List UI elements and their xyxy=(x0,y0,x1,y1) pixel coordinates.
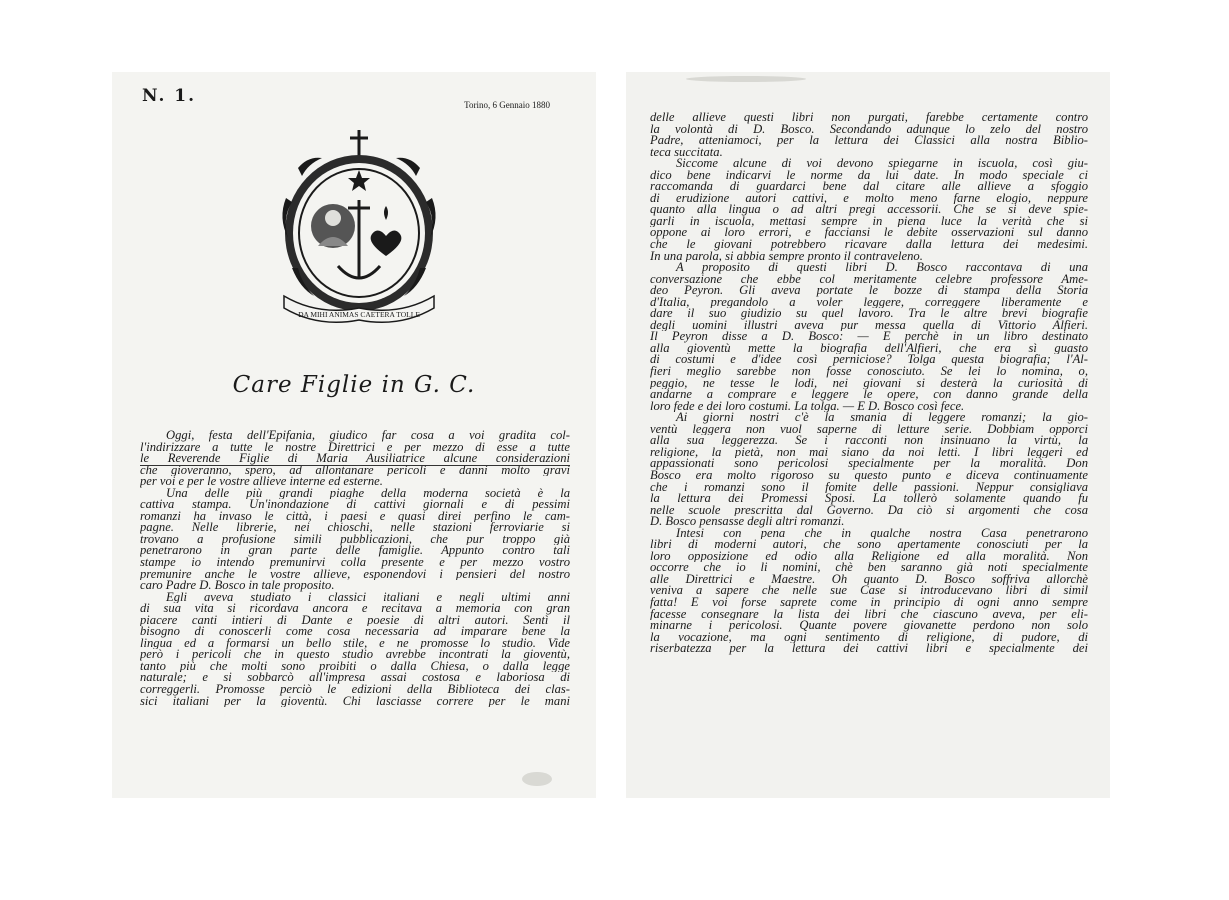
text-line: raccomanda di guardarci bene dal citare alle allieve a sfoggio xyxy=(650,181,1088,193)
text-line: penetrarono in gran parte delle famiglie. Appunto contro tali xyxy=(140,545,570,558)
left-body-text xyxy=(140,430,570,707)
text-line: fieri meglio sarebbe non fosse conosciuto. Se lei lo nomina, o, xyxy=(650,366,1088,378)
text-line: sici italiani per la gioventù. Chi lasciasse correre per le mani xyxy=(140,695,570,708)
salutation: Care Figlie in G. C. xyxy=(232,372,476,398)
text-line: Il Peyron disse a D. Bosco: — E perchè in un libro destinato xyxy=(650,331,1088,343)
text-line: trovano a profusione simili pubblicazioni, che pur troppo già xyxy=(140,533,570,546)
text-line: pagne. Nelle librerie, nei chioschi, nelle stazioni ferroviarie si xyxy=(140,522,570,534)
left-page xyxy=(112,72,596,798)
right-body-text xyxy=(650,112,1088,655)
text-line: loro opposizione ed odio alla Religione ed alla moralità. Non xyxy=(650,550,1088,563)
text-line: Siccome alcune di voi devono spiegarne in iscuola, così giu- xyxy=(676,158,1088,170)
text-line: Oggi, festa dell'Epifania, giudico far cosa a voi gradita col- xyxy=(166,430,570,442)
text-line: veniva a sapere che nelle sue Case si introducevano libri di simil xyxy=(650,585,1088,597)
text-line: fatta! E voi forse saprete come in principio di ogni anno sempre xyxy=(650,596,1088,609)
text-line: naturale; e si sobbarcò all'impresa assai costosa e laboriosa di xyxy=(140,672,570,685)
text-line: bisogno di conoscerli come cosa necessaria ad imparare bene la xyxy=(140,626,570,638)
text-line: alle Direttrici e Maestre. Oh quanto D. Bosco soffriva allorchè xyxy=(650,573,1088,586)
right-page xyxy=(626,72,1110,798)
text-line: A proposito di questi libri D. Bosco raccontava di una xyxy=(676,262,1088,274)
text-line: dico bene indicarvi le norme da lui date. In modo speciale ci xyxy=(650,169,1088,182)
text-line: loro fede e dei loro costumi. La tolga. — E D. Bosco così fece. xyxy=(650,400,965,413)
text-line: deo Peyron. Gli aveva portate le bozze di stampa della Storia xyxy=(650,285,1088,297)
text-line: l'indirizzare a tutte le nostre Direttrici e per mezzo di esse a tutte xyxy=(140,441,570,454)
text-line: alla gioventù mette la biografia dell'Alfieri, che era sì guasto xyxy=(650,342,1088,355)
text-line: le Reverende Figlie di Maria Ausiliatrice alcune considerazioni xyxy=(140,453,570,465)
text-line: stampe io intendo premunirvi colla presente e per mezzo vostro xyxy=(140,557,570,569)
text-line: appassionati sono pericolosi specialmente per la moralità. Don xyxy=(650,458,1088,470)
text-line: nelle scuole prescritta dal Governo. Da ciò si argomenti che cosa xyxy=(650,504,1088,517)
text-line: ventù leggera non vuol saperne di letture serie. Dobbiam opporci xyxy=(650,423,1088,436)
text-line: minarne i pericolosi. Quante povere giovanette perdono non solo xyxy=(650,620,1088,632)
text-line: romanzi ha invaso le città, i paesi e quasi direi perfino le cam- xyxy=(140,510,570,523)
text-line: di costumi e d'idee così perniciose? Tolga questa biografia; l'Al- xyxy=(650,354,1088,367)
text-line: però i pericoli che in questo studio avrebbe incontrati la gioventù, xyxy=(140,649,570,661)
date-line: Torino, 6 Gennaio 1880 xyxy=(464,100,550,110)
text-line: conversazione che ebbe col meritamente celebre professore Ame- xyxy=(650,273,1088,286)
text-line: D. Bosco pensasse degli altri romanzi. xyxy=(650,516,845,528)
text-line: che i romanzi sono il fomite delle passioni. Neppur consigliava xyxy=(650,481,1088,494)
text-line: alla sua leggerezza. Se i racconti non insinuano la virtù, la xyxy=(650,435,1088,447)
text-line: correggerli. Promosse perciò le edizioni della Biblioteca dei clas- xyxy=(140,684,570,696)
text-line: che gioveranno, spero, ad allontanare pericoli e danni molto gravi xyxy=(140,464,570,477)
text-line: riserbatezza per la lettura dei cattivi libri e specialmente dei xyxy=(650,643,1088,655)
text-line: facesse consegnare la lista dei libri che ciascuno aveva, per eli- xyxy=(650,608,1088,621)
text-line: Egli aveva studiato i classici italiani e negli ultimi anni xyxy=(166,591,570,604)
text-line: di sua vita si ricordava ancora e recitava a memoria con gran xyxy=(140,603,570,615)
paper-stain xyxy=(686,76,806,82)
text-line: tanto più che molti sono proibiti o dalla Chiesa, o dalla legge xyxy=(140,660,570,673)
text-line: lingua ed a formarsi un bello stile, e ne promosse lo studio. Vide xyxy=(140,637,570,650)
text-line: d'Italia, pregandolo a voler leggere, correggere liberamente e xyxy=(650,296,1088,309)
text-line: In una parola, si abbia sempre pronto il contraveleno. xyxy=(650,250,923,263)
text-line: di erudizione autori cattivi, e molto meno farne elogio, neppure xyxy=(650,192,1088,205)
text-line: religione, la pietà, non mai siano da noi letti. I libri leggeri ed xyxy=(650,446,1088,459)
text-line: teca succitata. xyxy=(650,146,723,159)
text-line: quanto alla lingua o ad altri pregi accessorii. Che se si deve spie- xyxy=(650,204,1088,216)
text-line: Bosco era molto rigoroso su questo punto e diceva continuamente xyxy=(650,469,1088,482)
text-line: andarne a comprare e leggere le opere, con danno grande della xyxy=(650,389,1088,401)
text-line: delle allieve questi libri non purgati, farebbe certamente contro xyxy=(650,112,1088,124)
emblem-motto: DA MIHI ANIMAS CAETERA TOLLE xyxy=(298,310,420,319)
text-line: per voi e per le vostre allieve interne ed esterne. xyxy=(140,476,383,488)
underline-rule xyxy=(140,465,570,466)
cross-icon xyxy=(350,130,368,158)
text-line: peggio, ne tesse le lodi, nei giovani si desterà la curiosità di xyxy=(650,377,1088,390)
text-line: oppone ai loro errori, e facciansi le debite osservazioni sul danno xyxy=(650,227,1088,240)
text-line: Padre, atteniamoci, per la lettura dei Classici alla nostra Biblio- xyxy=(650,135,1088,147)
issue-number: N. 1. xyxy=(142,86,197,106)
text-line: garli in iscuola, mettasi sempre in piena luce la verità che si xyxy=(650,215,1088,228)
text-line: la volontà di D. Bosco. Secondando adunque lo zelo del nostro xyxy=(650,123,1088,136)
text-line: piacere canti intieri di Dante e poesie di altri autori. Sentì il xyxy=(140,614,570,627)
text-line: degli uomini illustri aveva pur messa quella di Vittorio Alfieri. xyxy=(650,319,1088,332)
text-line: Ai giorni nostri c'è la smania di leggere romanzi; la gio- xyxy=(676,412,1088,424)
text-line: Intesi con pena che in qualche nostra Casa penetrarono xyxy=(676,527,1088,540)
salesian-emblem xyxy=(278,128,440,332)
text-line: occorre che io li nomini, chè ben saranno già noti specialmente xyxy=(650,562,1088,574)
text-line: libri di moderni autori, che sono apertamente conosciuti per la xyxy=(650,539,1088,551)
text-line: caro Padre D. Bosco in tale proposito. xyxy=(140,580,335,592)
text-line: che le giovani potrebbero ricavare dalla lettura dei medesimi. xyxy=(650,239,1088,251)
text-line: Una delle più grandi piaghe della moderna società è la xyxy=(166,487,570,500)
paper-stain xyxy=(522,772,552,786)
text-line: la vocazione, ma ogni sentimento di religione, di pudore, di xyxy=(650,631,1088,644)
text-line: dare il suo giudizio su quel lavoro. Tra le altre brevi biografie xyxy=(650,308,1088,320)
text-line: la lettura dei Promessi Sposi. La tollerò solamente quando fu xyxy=(650,493,1088,505)
text-line: cattiva stampa. Un'inondazione di cattivi giornali e di pessimi xyxy=(140,499,570,511)
text-line: premunire anche le vostre allieve, esponendovi i pensieri del nostro xyxy=(140,568,570,581)
